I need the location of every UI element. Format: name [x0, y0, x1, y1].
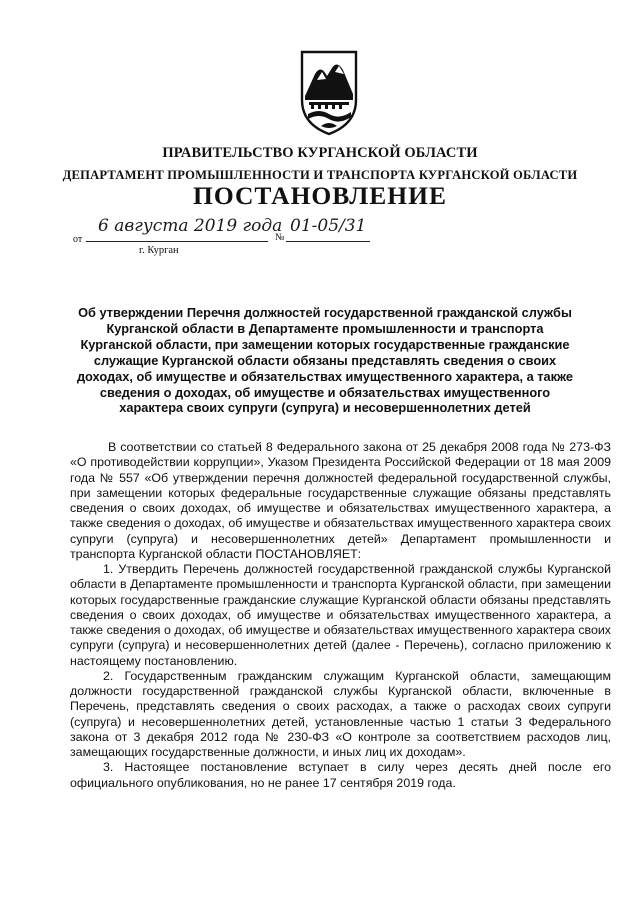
- date-underline: [86, 241, 268, 242]
- city-label: г. Курган: [139, 245, 179, 256]
- number-underline: [286, 241, 370, 242]
- kurgan-oblast-coat-of-arms-icon: [299, 50, 359, 136]
- item-3-paragraph: 3. Настоящее постановление вступает в силу через десять дней после его официального опубликования, но не ранее 17 сентября 2019 года.: [70, 760, 611, 790]
- date-from-label: от: [73, 234, 83, 245]
- department-name: ДЕПАРТАМЕНТ ПРОМЫШЛЕННОСТИ И ТРАНСПОРТА КУРГАНСКОЙ ОБЛАСТИ: [62, 168, 578, 182]
- government-name: ПРАВИТЕЛЬСТВО КУРГАНСКОЙ ОБЛАСТИ: [162, 145, 478, 161]
- document-body: [70, 440, 611, 791]
- document-heading: Об утверждении Перечня должностей государственной гражданской службы Курганской области в Департаменте промышленности и транспорта Курганской области, при замещении которых государственные гражданские служащие Курганской области обязаны представлять сведения о своих доходах, об имуществе и обязательствах имущественного характера, а также сведения о доходах, об имуществе и обязательствах имущественного характера своих супруги (супруга) и несовершеннолетних детей: [76, 305, 574, 416]
- document-type-title: ПОСТАНОВЛЕНИЕ: [193, 181, 447, 210]
- item-2-paragraph: 2. Государственным гражданским служащим Курганской области, замещающим должности государственной гражданской службы Курганской области, включенные в Перечень, представлять сведения о своих расходах, а также о расходах своих супруги (супруга) и несовершеннолетних детей, установленные частью 1 статьи 3 Федерального закона от 3 декабря 2012 года № 230-ФЗ «О контроле за соответствием расходов лиц, замещающих государственные должности, и иных лиц их доходам».: [70, 668, 611, 759]
- number-label: №: [275, 232, 285, 243]
- handwritten-date: 6 августа 2019 года: [98, 216, 283, 236]
- handwritten-number: 01-05/31: [290, 216, 367, 236]
- item-1-paragraph: 1. Утвердить Перечень должностей государственной гражданской службы Курганской области в Департаменте промышленности и транспорта Курганской области, при замещении которых государственные гражданские служащие Курганской области обязаны представлять сведения о своих доходах, об имуществе и обязательствах имущественного характера, а также сведения о доходах, об имуществе и обязательствах имущественного характера своих супруги (супруга) и несовершеннолетних детей (далее - Перечень), согласно приложению к настоящему постановлению.: [70, 562, 611, 668]
- preamble-paragraph: В соответствии со статьей 8 Федерального закона от 25 декабря 2008 года № 273-ФЗ «О противодействии коррупции», Указом Президента Российской Федерации от 18 мая 2009 года № 557 «Об утверждении перечня должностей федеральной государственной службы, при замещении которых федеральные государственные служащие обязаны представлять сведения о своих доходах, об имуществе и обязательствах имущественного характера, а также сведения о доходах, об имуществе и обязательствах имущественного характера своих супруги (супруга) и несовершеннолетних детей» Департамент промышленности и транспорта Курганской области ПОСТАНОВЛЯЕТ:: [70, 440, 611, 561]
